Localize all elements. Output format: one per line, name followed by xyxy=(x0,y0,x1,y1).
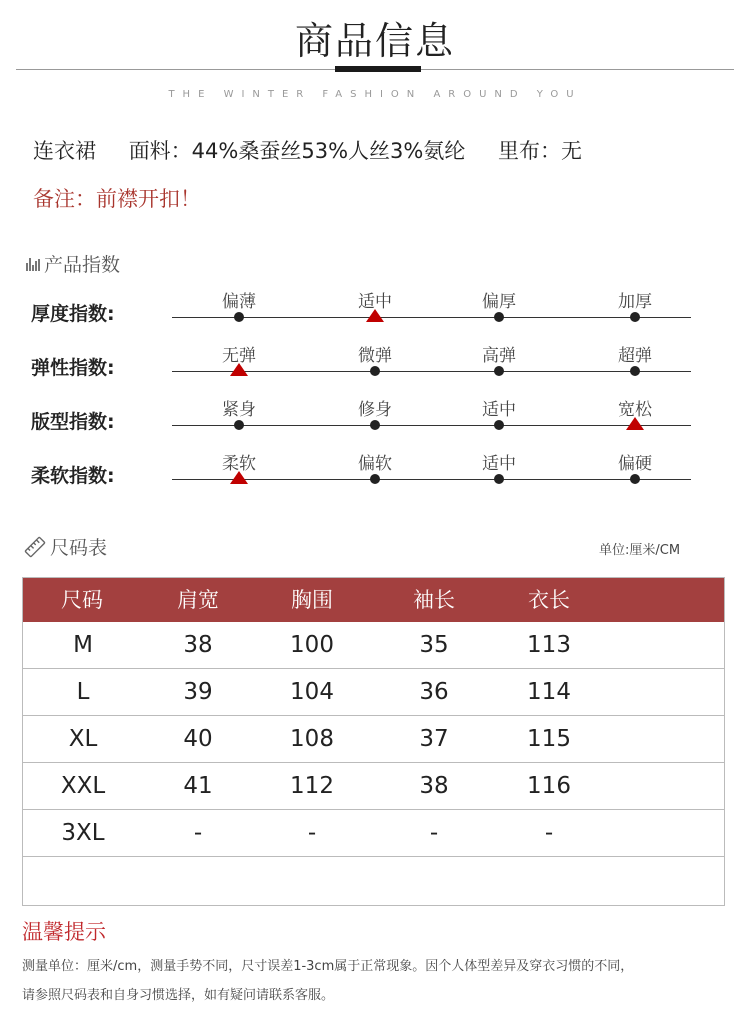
index-option-label: 柔软 xyxy=(222,454,256,474)
size-table-header-cell: 胸围 xyxy=(291,588,333,612)
option-dot xyxy=(234,420,244,430)
index-option-label: 偏厚 xyxy=(482,292,516,312)
selected-marker xyxy=(230,471,248,484)
table-cell: - xyxy=(544,820,554,846)
size-table-header-cell: 衣长 xyxy=(528,588,570,612)
index-option-label: 偏硬 xyxy=(618,454,652,474)
index-section-header xyxy=(26,250,120,277)
page-title: 商品信息 xyxy=(294,19,455,63)
tips-line-2: 请参照尺码表和自身习惯选择，如有疑问请联系客服。 xyxy=(22,988,335,1003)
index-option-label: 适中 xyxy=(482,454,516,474)
table-cell: M xyxy=(73,632,93,658)
size-table-header-cell: 袖长 xyxy=(413,588,455,612)
table-cell: 113 xyxy=(527,632,571,658)
table-cell: 104 xyxy=(290,679,334,705)
option-dot xyxy=(494,420,504,430)
ruler-icon xyxy=(24,536,46,558)
index-option-label: 适中 xyxy=(482,400,516,420)
index-option-label: 紧身 xyxy=(222,400,256,420)
table-cell: 112 xyxy=(290,773,334,799)
table-row xyxy=(23,622,724,669)
table-row xyxy=(23,763,724,810)
index-row-label: 柔软指数: xyxy=(31,465,115,487)
selected-marker xyxy=(366,309,384,322)
page-subtitle: THE WINTER FASHION AROUND YOU xyxy=(168,89,582,100)
fabric-lining: 里布：无 xyxy=(498,139,583,163)
option-dot xyxy=(630,474,640,484)
index-scale-line xyxy=(172,317,691,318)
table-cell: 37 xyxy=(419,726,449,752)
index-option-label: 宽松 xyxy=(618,400,652,420)
size-table-header xyxy=(23,578,724,622)
selected-marker xyxy=(626,417,644,430)
size-unit-label: 单位:厘米/CM xyxy=(599,543,681,558)
index-option-label: 高弹 xyxy=(482,346,516,366)
table-cell: 41 xyxy=(183,773,213,799)
table-cell: 40 xyxy=(183,726,213,752)
index-row-label: 弹性指数: xyxy=(31,357,115,379)
table-row xyxy=(23,716,724,763)
index-option-label: 微弹 xyxy=(358,346,392,366)
table-cell: 36 xyxy=(419,679,449,705)
bar-chart-icon xyxy=(26,257,40,271)
index-section-title: 产品指数 xyxy=(44,254,121,276)
index-scale-line xyxy=(172,425,691,426)
index-option-label: 无弹 xyxy=(222,346,256,366)
index-option-label: 偏薄 xyxy=(222,292,256,312)
table-cell: 38 xyxy=(183,632,213,658)
table-cell: 35 xyxy=(419,632,449,658)
size-table xyxy=(22,577,725,906)
table-cell: 100 xyxy=(290,632,334,658)
table-cell: 116 xyxy=(527,773,571,799)
size-table-header-cell: 尺码 xyxy=(61,588,103,612)
table-cell: L xyxy=(76,679,90,705)
table-cell: 108 xyxy=(290,726,334,752)
size-section-title: 尺码表 xyxy=(50,537,108,559)
table-cell: 114 xyxy=(527,679,571,705)
option-dot xyxy=(234,312,244,322)
index-row-label: 厚度指数: xyxy=(31,303,115,325)
product-category: 连衣裙 xyxy=(33,139,96,163)
option-dot xyxy=(370,366,380,376)
index-option-label: 偏软 xyxy=(358,454,392,474)
option-dot xyxy=(494,366,504,376)
table-cell: XXL xyxy=(60,773,106,799)
option-dot xyxy=(370,474,380,484)
index-option-label: 修身 xyxy=(358,400,392,420)
table-cell: - xyxy=(307,820,317,846)
index-scale-line xyxy=(172,479,691,480)
table-cell: - xyxy=(429,820,439,846)
option-dot xyxy=(630,312,640,322)
table-cell: 3XL xyxy=(61,820,105,846)
option-dot xyxy=(630,366,640,376)
table-row xyxy=(23,669,724,716)
table-cell: 38 xyxy=(419,773,449,799)
title-accent-bar xyxy=(335,66,421,72)
table-cell: XL xyxy=(68,726,98,752)
tips-line-1: 测量单位：厘米/cm，测量手势不同，尺寸误差1-3cm属于正常现象。因个人体型差异及穿衣习惯的不同， xyxy=(22,959,634,974)
selected-marker xyxy=(230,363,248,376)
size-section-header xyxy=(24,533,107,560)
table-cell: - xyxy=(193,820,203,846)
table-row xyxy=(23,810,724,857)
index-row-label: 版型指数: xyxy=(31,411,115,433)
index-option-label: 加厚 xyxy=(618,292,652,312)
fabric-info xyxy=(33,135,608,165)
option-dot xyxy=(494,312,504,322)
table-cell: 39 xyxy=(183,679,213,705)
tips-title: 温馨提示 xyxy=(22,920,106,944)
option-dot xyxy=(494,474,504,484)
table-cell: 115 xyxy=(527,726,571,752)
option-dot xyxy=(370,420,380,430)
index-scale-line xyxy=(172,371,691,372)
index-option-label: 超弹 xyxy=(618,346,652,366)
size-table-header-cell: 肩宽 xyxy=(177,588,219,612)
fabric-material: 面料：44%桑蚕丝53%人丝3%氨纶 xyxy=(128,139,466,163)
product-note: 备注：前襟开扣！ xyxy=(33,187,201,211)
index-option-label: 适中 xyxy=(358,292,392,312)
